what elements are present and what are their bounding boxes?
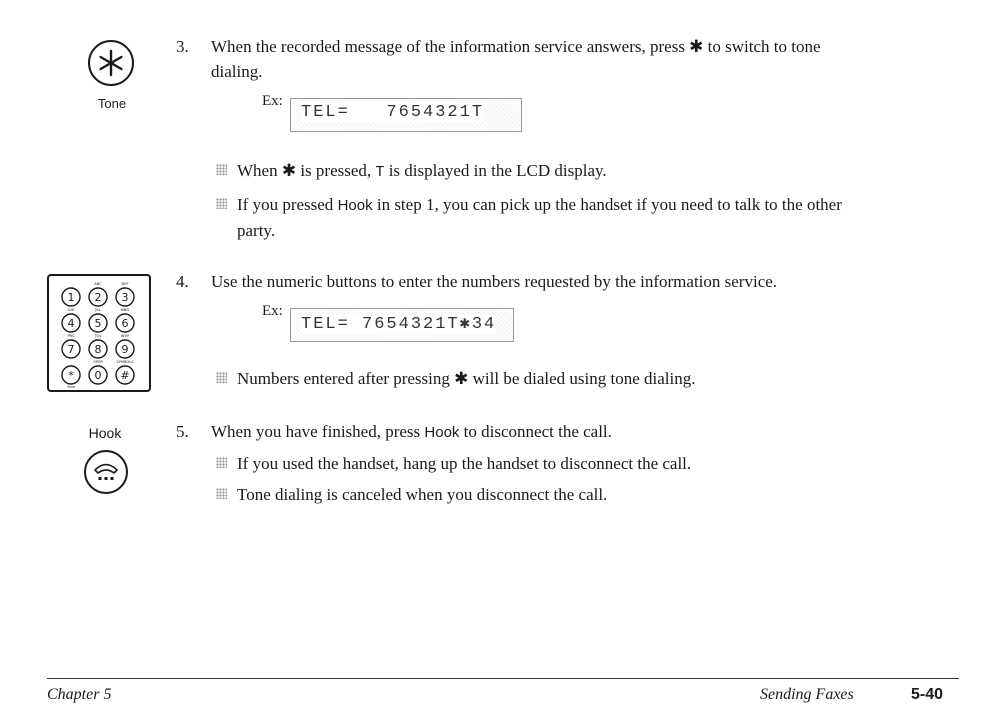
step-4-lcd-display [290,308,514,342]
step-3-example-label: Ex: [262,93,283,109]
footer-chapter: Chapter 5 [47,686,112,703]
step-3-bullet-2-text-a: If you pressed [237,195,338,214]
step-3-text [211,34,971,84]
step-4-text: Use the numeric buttons to enter the numbers requested by the information service. [211,272,778,291]
step-5-number: 5. [176,422,189,441]
hook-button-icon [82,448,130,496]
keypad-key-0: 0 [94,369,102,382]
keypad-letters-oper: OPER [93,360,103,364]
step-3-number: 3. [176,37,189,56]
tone-button-icon [86,38,136,88]
keypad-letters-mno: MNO [120,308,130,312]
step-3-text-line-2: dialing. [211,62,263,81]
keypad-letters-tuv: TUV [94,334,102,338]
step-4-bullet-1-text: Numbers entered after pressing ✱ will be dialed using tone dialing. [237,369,696,388]
numeric-keypad-icon [47,274,151,392]
keypad-letters-symbols: SYMBOLS [116,360,134,364]
step-3-bullet-2-hook: Hook [337,197,373,214]
step-5-bullet-1-text: If you used the handset, hang up the handset to disconnect the call. [237,454,692,473]
hook-icon-label: Hook [88,425,122,441]
keypad-key-8: 8 [94,343,102,356]
keypad-tone-caption: Tone [66,385,76,389]
step-3-text-line-1: When the recorded message of the information service answers, press ✱ to switch to tone [211,37,821,56]
step-5-bullet-1 [216,451,691,476]
footer-section-title: Sending Faxes [760,686,854,703]
step-3-bullet-2-line-2: party. [237,221,276,240]
keypad-key-5: 5 [94,317,102,330]
bullet-icon [216,457,227,468]
step-4-number: 4. [176,272,189,291]
step-5-text [211,419,971,445]
step-4-bullet-1 [216,366,696,391]
bullet-icon [216,488,227,499]
tone-icon-label: Tone [97,96,127,111]
step-3-bullet-2-text-b: in step 1, you can pick up the handset if you need to talk to the other [372,195,842,214]
step-5-bullet-2 [216,482,607,507]
step-3-lcd-display [290,98,522,132]
step-4-example-label: Ex: [262,303,283,319]
keypad-key-6: 6 [121,317,129,330]
step-5-hook: Hook [424,424,460,441]
footer-rule [47,678,959,679]
keypad-key-star: * [68,369,74,382]
step-3-bullet-2 [216,192,966,243]
step-5-bullet-2-text: Tone dialing is canceled when you disconnect the call. [237,485,608,504]
keypad-key-7: 7 [67,343,75,356]
footer-page-number: 5-40 [911,686,944,703]
keypad-letters-wxy: WXY [120,334,130,338]
keypad-letters-abc: ABC [94,282,102,286]
keypad-letters-def: DEF [121,282,129,286]
keypad-key-1: 1 [67,291,75,304]
step-5-text-a: When you have finished, press [211,422,425,441]
keypad-key-hash: # [120,369,130,382]
step-3-bullet-1-text-a: When ✱ is pressed, [237,161,376,180]
step-3-bullet-1 [216,158,607,185]
keypad-key-2: 2 [94,291,102,304]
keypad-key-3: 3 [121,291,129,304]
step-4-lcd-text: TEL= 7654321T✱34 [301,315,497,334]
bullet-icon [216,164,227,175]
bullet-icon [216,198,227,209]
keypad-letters-prs: PRS [67,334,75,338]
bullet-icon [216,372,227,383]
keypad-key-9: 9 [121,343,129,356]
step-3-lcd-text: TEL= 7654321T [301,103,485,122]
keypad-key-4: 4 [67,317,75,330]
step-3-bullet-1-text-b: is displayed in the LCD display. [384,161,607,180]
keypad-letters-ghi: GHI [67,308,75,312]
keypad-letters-jkl: JKL [95,308,101,312]
step-5-text-b: to disconnect the call. [459,422,612,441]
step-3-bullet-1-code: T [375,164,385,181]
